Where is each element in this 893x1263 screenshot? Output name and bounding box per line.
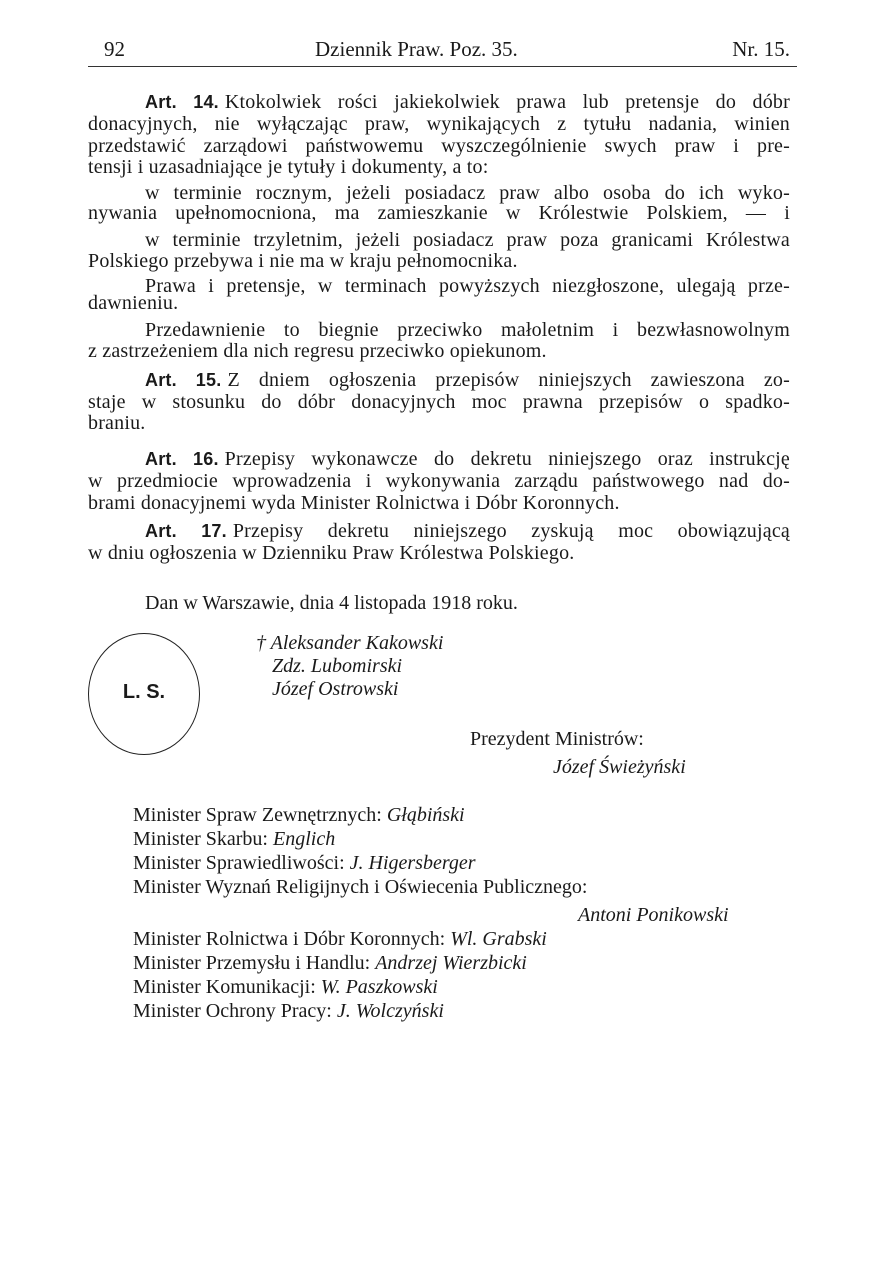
line-text: w dniu ogłoszenia w Dzienniku Praw Królestwa Polskiego.	[88, 542, 575, 564]
text-line	[88, 156, 790, 178]
text-line	[145, 319, 790, 341]
signatory: Józef Ostrowski	[272, 678, 399, 700]
minister-office: Minister Rolnictwa i Dóbr Koronnych:	[133, 928, 446, 950]
text-line	[88, 135, 790, 157]
line-text: w terminie rocznym, jeżeli posiadacz praw albo osoba do ich wyko-	[145, 182, 790, 204]
text-line	[145, 448, 790, 470]
minister-name: J. Higersberger	[349, 852, 476, 874]
line-text: brami donacyjnemi wyda Minister Rolnictwa i Dóbr Koronnych.	[88, 492, 620, 514]
minister-name: Antoni Ponikowski	[578, 904, 729, 926]
text-line	[88, 391, 790, 413]
text-line	[88, 292, 790, 314]
minister-name: J. Wolczyński	[336, 1000, 444, 1022]
minister-row	[133, 952, 527, 974]
line-text: przedstawić zarządowi państwowemu wyszczególnienie swych praw i pre-	[88, 135, 790, 157]
minister-office: Minister Komunikacji:	[133, 976, 316, 998]
minister-row	[133, 828, 335, 850]
text-line	[88, 250, 790, 272]
line-text: Prawa i pretensje, w terminach powyższych niezgłoszone, ulegają prze-	[145, 275, 790, 297]
minister-row	[133, 1000, 444, 1022]
line-text: Przepisy wykonawcze do dekretu niniejszego oraz instrukcję	[224, 448, 790, 470]
line-text: dawnieniu.	[88, 292, 179, 314]
minister-office: Minister Spraw Zewnętrznych:	[133, 804, 382, 826]
line-text: Polskiego przebywa i nie ma w kraju pełnomocnika.	[88, 250, 518, 272]
article-label: Art. 17.	[145, 521, 227, 541]
text-line	[88, 412, 790, 434]
line-text: Z dniem ogłoszenia przepisów niniejszych zawieszona zo-	[227, 369, 790, 391]
line-text: Przepisy dekretu niniejszego zyskują moc obowiązującą	[232, 520, 790, 542]
minister-name: Englich	[273, 828, 336, 850]
minister-name: W. Paszkowski	[320, 976, 438, 998]
minister-row	[133, 852, 476, 874]
minister-name: Andrzej Wierzbicki	[375, 952, 527, 974]
date-line: Dan w Warszawie, dnia 4 listopada 1918 roku.	[145, 592, 518, 614]
seal-stamp	[88, 633, 200, 755]
issue-number: Nr. 15.	[732, 37, 790, 61]
minister-office: Minister Ochrony Pracy:	[133, 1000, 332, 1022]
line-text: tensji i uzasadniające je tytuły i dokumenty, a to:	[88, 156, 489, 178]
text-line	[145, 182, 790, 204]
line-text: w terminie trzyletnim, jeżeli posiadacz praw poza granicami Królestwa	[145, 229, 790, 251]
article-label: Art. 16.	[145, 449, 219, 469]
text-line	[88, 113, 790, 135]
text-line	[88, 340, 790, 362]
text-line	[88, 470, 790, 492]
line-text: nywania upełnomocniona, ma zamieszkanie w Królestwie Polskiem, — i	[88, 202, 790, 224]
signatory: Zdz. Lubomirski	[272, 655, 403, 677]
president-title: Prezydent Ministrów:	[470, 728, 644, 750]
president-name: Józef Świeżyński	[553, 756, 686, 778]
minister-office: Minister Skarbu:	[133, 828, 268, 850]
minister-row	[133, 928, 547, 950]
line-text: z zastrzeżeniem dla nich regresu przeciwko opiekunom.	[88, 340, 547, 362]
journal-title: Dziennik Praw. Poz. 35.	[315, 37, 518, 61]
text-line	[88, 202, 790, 224]
text-line	[145, 229, 790, 251]
minister-row	[133, 876, 729, 926]
minister-row	[133, 804, 465, 826]
seal-label: L. S.	[122, 681, 166, 703]
text-line	[145, 520, 790, 542]
minister-name: Głąbiński	[386, 804, 465, 826]
signatory: † Aleksander Kakowski	[256, 632, 444, 654]
text-line	[88, 542, 790, 564]
text-line	[88, 492, 790, 514]
article-label: Art. 15.	[145, 370, 222, 390]
minister-name: Wl. Grabski	[450, 928, 547, 950]
article-label: Art. 14.	[145, 92, 219, 112]
line-text: donacyjnych, nie wyłączając praw, wynikających z tytułu nadania, winien	[88, 113, 790, 135]
minister-office: Minister Przemysłu i Handlu:	[133, 952, 371, 974]
minister-office: Minister Wyznań Religijnych i Oświecenia Publicznego:	[133, 876, 588, 898]
line-text: staje w stosunku do dóbr donacyjnych moc prawna przepisów o spadko-	[88, 391, 790, 413]
line-text: Ktokolwiek rości jakiekolwiek prawa lub pretensje do dóbr	[224, 91, 790, 113]
minister-row	[133, 976, 438, 998]
header-rule	[88, 66, 797, 67]
line-text: Przedawnienie to biegnie przeciwko małoletnim i bezwłasnowolnym	[145, 319, 790, 341]
minister-office: Minister Sprawiedliwości:	[133, 852, 345, 874]
text-line	[145, 369, 790, 391]
line-text: braniu.	[88, 412, 146, 434]
text-line	[145, 91, 790, 113]
page-number: 92	[104, 37, 125, 61]
line-text: w przedmiocie wprowadzenia i wykonywania zarządu państwowego nad do-	[88, 470, 790, 492]
